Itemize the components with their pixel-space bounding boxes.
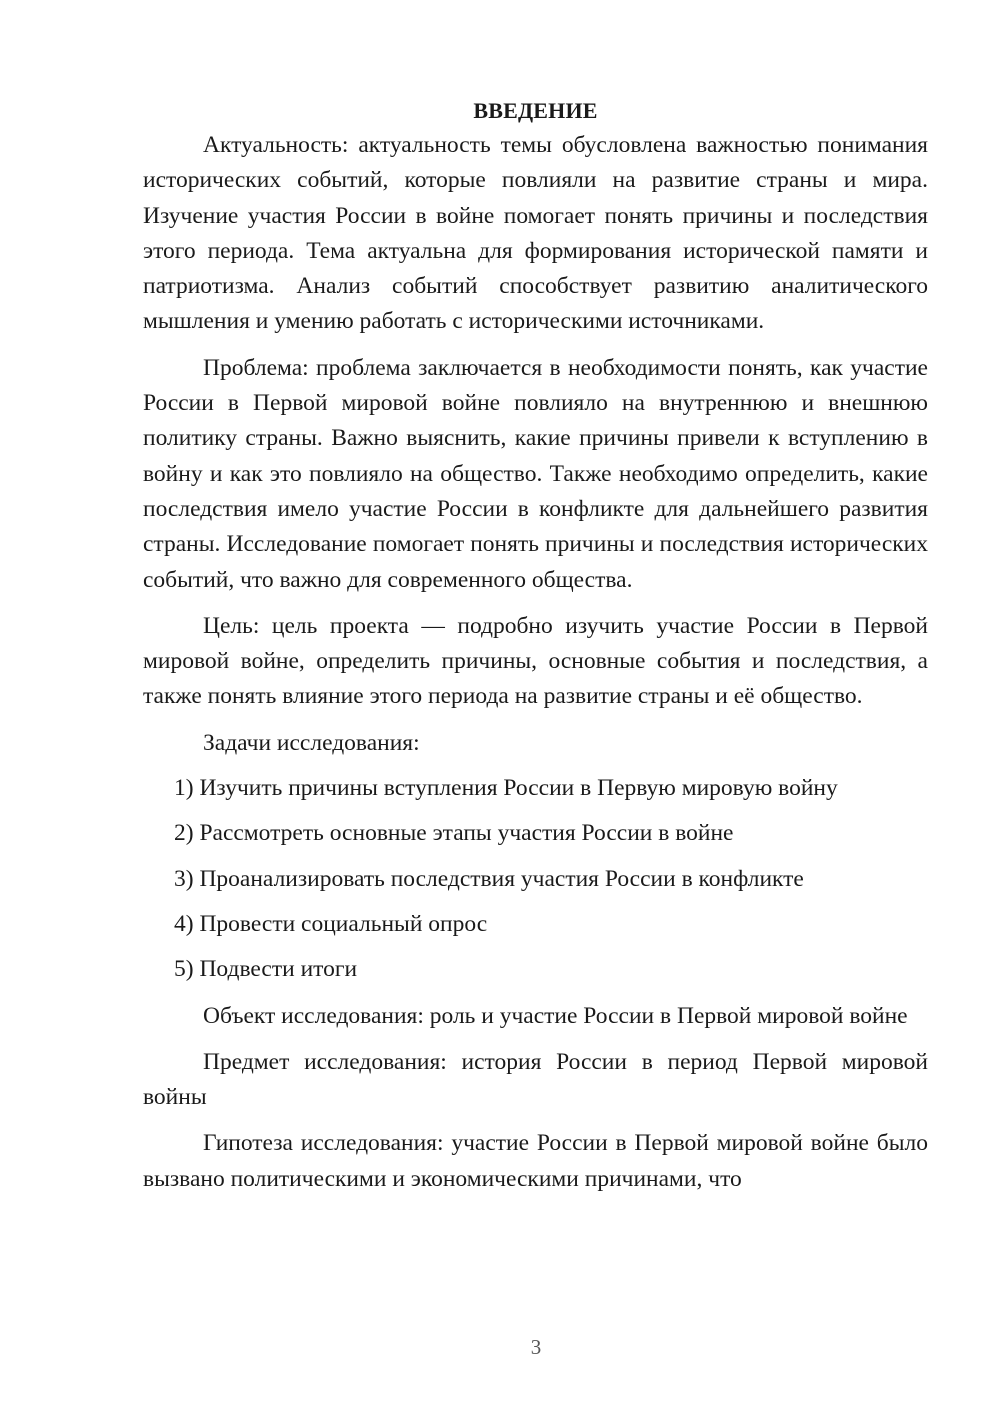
tasks-list — [143, 771, 928, 987]
object-paragraph: Объект исследования: роль и участие России в Первой мировой войне — [203, 1002, 908, 1029]
list-item: 2) Рассмотреть основные этапы участия России в войне — [174, 820, 734, 847]
problem-paragraph: Проблема: проблема заключается в необходимости понять, как участие России в Первой мировой войне повлияло на внутреннюю и внешнюю политику страны. Важно выяснить, какие причины привели к вступлению в войну и как это повлияло на общество. Также необходимо определить, какие последствия имело участие России в конфликте для дальнейшего развития страны. Исследование помогает понять причины и последствия исторических событий, что важно для современного общества. — [143, 354, 928, 593]
list-item: 4) Провести социальный опрос — [174, 910, 488, 937]
paragraph-spacer — [143, 1115, 928, 1126]
paragraph-spacer — [143, 1034, 928, 1045]
list-item: 5) Подвести итоги — [174, 956, 358, 983]
paragraph-spacer — [143, 715, 928, 726]
list-item: 1) Изучить причины вступления России в Первую мировую войну — [174, 775, 838, 802]
relevance-paragraph: Актуальность: актуальность темы обусловлена важностью понимания исторических событий, которые повлияли на развитие страны и мира. Изучение участия России в войне помогает понять причины и последствия этого периода. Тема актуальна для формирования исторической памяти и патриотизма. Анализ событий способствует развитию аналитического мышления и умению работать с историческими источниками. — [143, 132, 928, 335]
paragraph-spacer — [143, 598, 928, 609]
page-number — [0, 1335, 1000, 1360]
subject-paragraph: Предмет исследования: история России в период Первой мировой войны — [143, 1048, 928, 1111]
goal-paragraph: Цель: цель проекта — подробно изучить участие России в Первой мировой войне, определить причины, основные события и последствия, а также понять влияние этого периода на развитие страны и её общество. — [143, 612, 928, 710]
page-title: ВВЕДЕНИЕ — [473, 98, 598, 123]
page-number-label: 3 — [530, 1335, 542, 1359]
tasks-title: Задачи исследования: — [203, 729, 420, 756]
page-content — [143, 95, 928, 1197]
list-item: 3) Проанализировать последствия участия России в конфликте — [174, 865, 804, 892]
paragraph-spacer — [143, 988, 928, 999]
hypothesis-paragraph: Гипотеза исследования: участие России в Первой мировой войне было вызвано политическими и экономическими причинами, что — [143, 1130, 928, 1192]
paragraph-spacer — [143, 340, 928, 351]
